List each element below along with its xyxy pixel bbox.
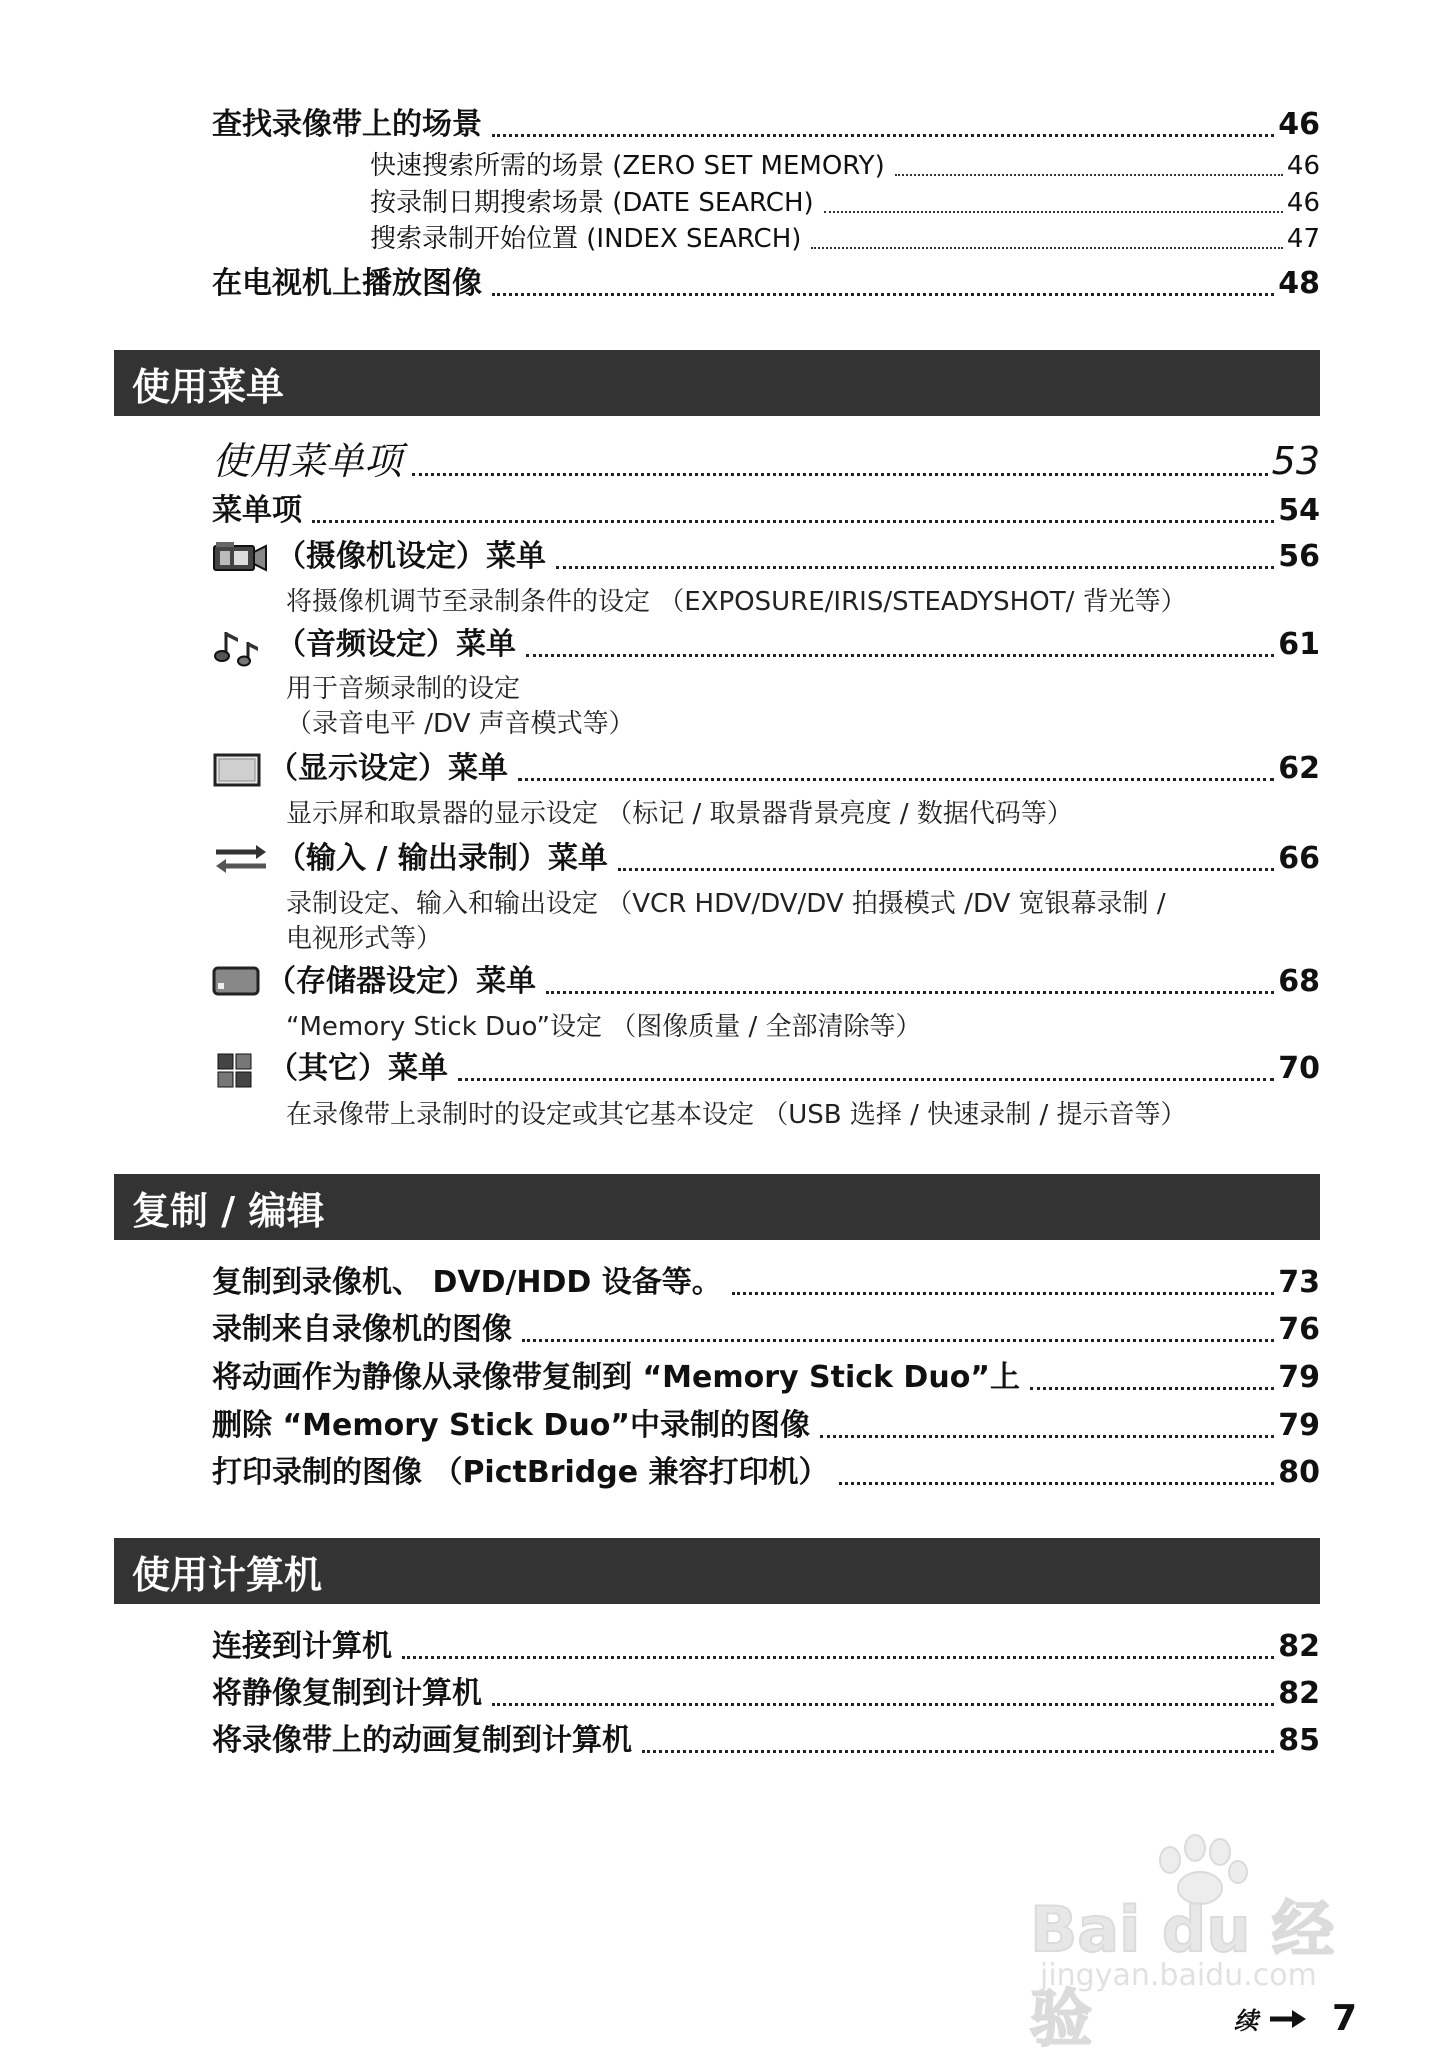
toc-title: 连接到计算机: [212, 1629, 392, 1664]
toc-entry[interactable]: [212, 494, 1320, 529]
display-icon: [212, 752, 262, 786]
section-heading: 使用菜单: [114, 350, 1320, 416]
menu-description: 将摄像机调节至录制条件的设定 （EXPOSURE/IRIS/STEADYSHOT/ 背光等）: [286, 587, 1187, 617]
toc-entry-main[interactable]: [212, 440, 1320, 484]
dot-leader: [618, 868, 1274, 871]
menu-description: （录音电平 /DV 声音模式等）: [286, 709, 635, 739]
toc-entry[interactable]: [212, 1677, 1320, 1712]
toc-page-number: 48: [1278, 266, 1320, 301]
dot-leader: [458, 1078, 1274, 1081]
dot-leader: [811, 247, 1283, 249]
toc-title: 将静像复制到计算机: [212, 1676, 482, 1711]
toc-page-number: 68: [1278, 964, 1320, 999]
toc-page-number: 54: [1278, 493, 1320, 528]
toc-page-number: 46: [1286, 188, 1320, 218]
toc-title: （显示设定）菜单: [268, 751, 508, 786]
toc-title: 将录像带上的动画复制到计算机: [212, 1723, 632, 1758]
toc-subentry[interactable]: [370, 152, 1320, 182]
toc-page-number: 79: [1278, 1360, 1320, 1395]
menu-description: “Memory Stick Duo”设定 （图像质量 / 全部清除等）: [286, 1012, 922, 1042]
toc-title: 使用菜单项: [212, 439, 403, 483]
dot-leader: [895, 174, 1283, 176]
toc-subentry[interactable]: [370, 189, 1320, 219]
dot-leader: [820, 1435, 1274, 1438]
toc-entry-memory-menu[interactable]: [212, 965, 1320, 1000]
continued-label: 续: [1233, 2007, 1258, 2035]
page-footer: [1234, 1998, 1357, 2039]
toc-page-number: 46: [1278, 107, 1320, 142]
toc-entry-io-menu[interactable]: [212, 842, 1320, 877]
toc-entry[interactable]: [212, 1313, 1320, 1348]
dot-leader: [556, 566, 1274, 569]
toc-title: 打印录制的图像 （PictBridge 兼容打印机）: [212, 1455, 829, 1490]
toc-entry-other-menu[interactable]: [212, 1052, 1320, 1087]
toc-title: （输入 / 输出录制）菜单: [276, 841, 608, 876]
dot-leader: [526, 654, 1274, 657]
menu-description: 在录像带上录制时的设定或其它基本设定 （USB 选择 / 快速录制 / 提示音等）: [286, 1100, 1187, 1130]
toc-title: 在电视机上播放图像: [212, 266, 482, 301]
toc-page-number: 66: [1278, 841, 1320, 876]
toc-page-number: 46: [1286, 151, 1320, 181]
dot-leader: [402, 1656, 1274, 1659]
toc-page-number: 61: [1278, 627, 1320, 662]
toc-page-number: 76: [1278, 1312, 1320, 1347]
toc-title: 菜单项: [212, 493, 302, 528]
in-out-arrows-icon: [212, 842, 270, 876]
toc-page-number: 70: [1278, 1051, 1320, 1086]
menu-description: 用于音频录制的设定: [286, 674, 521, 704]
toc-page-number: 47: [1286, 224, 1320, 254]
dot-leader: [492, 1703, 1274, 1706]
dot-leader: [824, 211, 1283, 213]
dot-leader: [518, 778, 1274, 781]
toc-entry[interactable]: [212, 1724, 1320, 1759]
section-heading: 使用计算机: [114, 1538, 1320, 1604]
toc-entry[interactable]: [212, 267, 1320, 302]
baidu-watermark: [1030, 1840, 1360, 2055]
arrow-right-icon: [1268, 2008, 1308, 2030]
audio-note-icon: [212, 628, 270, 662]
toc-page-number: 79: [1278, 1408, 1320, 1443]
dot-leader: [546, 991, 1274, 994]
toc-title: 快速搜索所需的场景 (ZERO SET MEMORY): [370, 151, 885, 181]
toc-title: （摄像机设定）菜单: [276, 539, 546, 574]
watermark-url: jingyan.baidu.com: [1040, 1958, 1317, 1993]
toc-title: 查找录像带上的场景: [212, 107, 482, 142]
toc-page-number: 82: [1278, 1676, 1320, 1711]
toc-entry[interactable]: [212, 1630, 1320, 1665]
toc-page-number: 85: [1278, 1723, 1320, 1758]
dot-leader: [492, 134, 1274, 137]
dot-leader: [1030, 1387, 1274, 1390]
camera-icon: [212, 540, 270, 574]
other-grid-icon: [212, 1052, 262, 1086]
toc-title: 搜索录制开始位置 (INDEX SEARCH): [370, 224, 802, 254]
toc-entry[interactable]: [212, 1409, 1320, 1444]
toc-page-number: 73: [1278, 1265, 1320, 1300]
toc-title: 按录制日期搜索场景 (DATE SEARCH): [370, 188, 814, 218]
menu-description: 显示屏和取景器的显示设定 （标记 / 取景器背景亮度 / 数据代码等）: [286, 799, 1073, 829]
memory-card-icon: [212, 965, 260, 999]
toc-title: （音频设定）菜单: [276, 627, 516, 662]
toc-entry[interactable]: [212, 1361, 1320, 1396]
menu-description: 录制设定、输入和输出设定 （VCR HDV/DV/DV 拍摄模式 /DV 宽银幕录制 /: [286, 889, 1166, 919]
toc-title: 录制来自录像机的图像: [212, 1312, 512, 1347]
dot-leader: [492, 293, 1274, 296]
toc-subentry[interactable]: [370, 225, 1320, 255]
toc-page-number: 80: [1278, 1455, 1320, 1490]
toc-title: 复制到录像机、 DVD/HDD 设备等。: [212, 1265, 722, 1300]
toc-entry[interactable]: [212, 108, 1320, 143]
dot-leader: [312, 520, 1274, 523]
toc-title: 将动画作为静像从录像带复制到 “Memory Stick Duo”上: [212, 1360, 1021, 1395]
toc-title: （其它）菜单: [268, 1051, 448, 1086]
dot-leader: [732, 1292, 1274, 1295]
toc-page-number: 56: [1278, 539, 1320, 574]
toc-title: 删除 “Memory Stick Duo”中录制的图像: [212, 1408, 811, 1443]
watermark-text: Bai du 经验: [1030, 1893, 1335, 2055]
toc-page-number: 82: [1278, 1629, 1320, 1664]
toc-page-number: 53: [1271, 439, 1320, 483]
page-number: 7: [1331, 1998, 1357, 2039]
toc-page-number: 62: [1278, 751, 1320, 786]
dot-leader: [522, 1339, 1274, 1342]
toc-entry[interactable]: [212, 1456, 1320, 1491]
dot-leader: [412, 473, 1268, 476]
section-heading: 复制 / 编辑: [114, 1174, 1320, 1240]
toc-entry[interactable]: [212, 1266, 1320, 1301]
toc-title: （存储器设定）菜单: [266, 964, 536, 999]
toc-entry-audio-menu[interactable]: [212, 628, 1320, 663]
toc-entry-display-menu[interactable]: [212, 752, 1320, 787]
menu-description: 电视形式等）: [286, 924, 443, 954]
dot-leader: [642, 1750, 1274, 1753]
dot-leader: [839, 1482, 1275, 1485]
toc-entry-camera-menu[interactable]: [212, 540, 1320, 575]
